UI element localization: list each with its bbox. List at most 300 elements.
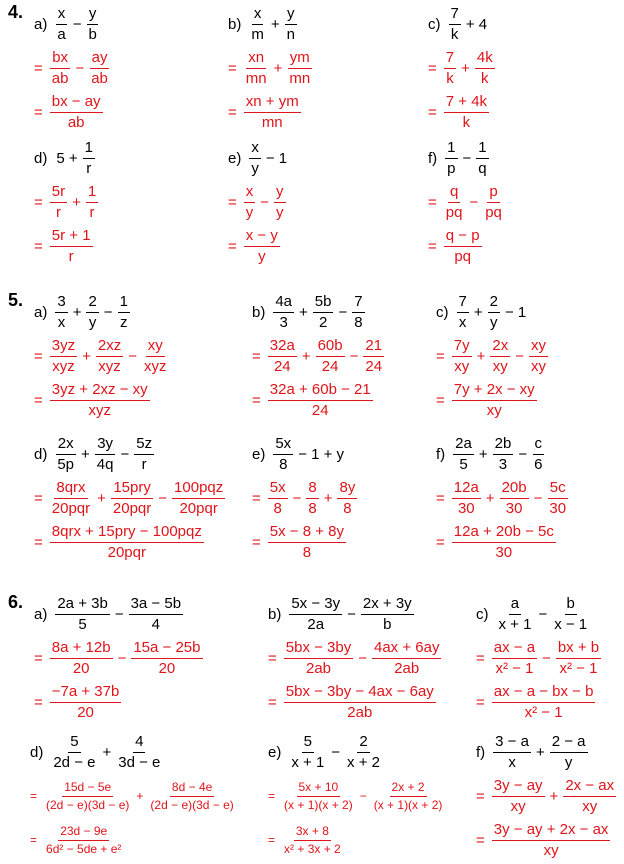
operator: + [270,15,280,33]
fraction [363,337,384,375]
numerator: 1 [118,293,130,313]
denominator: x [57,314,66,331]
numerator: 2 [488,293,500,313]
equals-sign: = [476,649,485,667]
numerator: xy [146,337,165,357]
numerator: 32a + 60b − 21 [268,381,373,401]
fraction [244,49,269,87]
denominator: x² − 1 [559,660,598,677]
fraction [452,523,556,561]
equals-sign: = [476,831,485,849]
numerator: 3 [55,293,67,313]
numerator: 32a [268,337,297,357]
numerator: 4k [475,49,495,69]
fraction [50,49,71,87]
fraction [285,5,297,43]
fraction [550,733,588,771]
question-row [428,2,497,46]
question-row [34,2,112,46]
denominator: b [88,26,97,43]
numerator: 5x [273,435,293,455]
denominator: 8 [343,500,352,517]
denominator: 8 [279,456,288,473]
fraction [55,5,67,43]
operator: + [81,445,90,463]
operator: − [331,743,341,761]
operator: + [473,303,483,321]
numerator: 4a [273,293,294,313]
part-label: c) [436,303,449,321]
numerator: 15d − 5e [62,780,113,797]
question-row [34,290,170,334]
fraction [457,293,469,331]
working-step [34,636,205,680]
fraction [444,227,482,265]
operator: − [103,303,113,321]
numerator: x [244,183,256,203]
numerator: 4ax + 6ay [372,639,441,659]
equals-sign: = [268,833,276,847]
numerator: 2x + 3y [361,595,414,615]
denominator: y [564,754,573,771]
part-label: e) [252,445,266,463]
operator: − [72,15,82,33]
denominator: q [478,160,487,177]
equals-sign: = [436,489,445,507]
denominator: (x + 1)(x + 2) [373,798,443,812]
fraction [556,639,601,677]
denominator: 2 [318,314,328,331]
fraction [273,435,293,473]
denominator: a [57,26,66,43]
denominator: 8 [354,314,363,331]
operator: + [299,303,308,321]
denominator: x + 1 [291,754,325,771]
question-row [436,432,570,476]
numerator: q [448,183,460,203]
denominator: mn [261,114,283,131]
fraction [500,479,529,517]
q5-part-c [436,290,550,422]
working-step [436,476,570,520]
numerator: 100pqz [172,479,225,499]
equals-sign: = [268,649,277,667]
denominator: 30 [549,500,567,517]
fraction [532,435,544,473]
numerator: 3a − 5b [129,595,183,615]
working-step [228,90,314,134]
denominator: 2ab [394,660,420,677]
numerator: 3x + 8 [294,824,331,841]
equals-sign: = [34,489,43,507]
equals-sign: = [436,347,445,365]
operator: − [117,649,127,667]
numerator: 2b [493,435,514,455]
denominator: ab [67,114,85,131]
denominator: 24 [273,358,291,375]
numerator: 5 [302,733,314,753]
fraction [453,435,474,473]
q5-part-e [252,432,359,564]
denominator: y [276,204,284,221]
operator: − 1 + y [298,445,345,463]
fraction [444,93,489,131]
denominator: 30 [495,544,513,561]
working-step [268,680,443,724]
fraction [274,183,286,221]
question-row [268,592,443,636]
denominator: xy [582,798,598,815]
question-6-number: 6. [8,592,24,612]
q4-part-e [228,136,290,268]
denominator: xy [510,798,526,815]
operator: 5 + [56,149,78,167]
part-label: a) [34,303,48,321]
operator: − [75,59,85,77]
numerator: a [509,595,521,615]
question-row [34,136,100,180]
numerator: −7a + 37b [50,683,122,703]
equals-sign: = [34,59,43,77]
numerator: 5x − 3y [289,595,342,615]
working-step [436,378,550,422]
working-step [252,476,359,520]
operator: + [485,489,495,507]
equals-sign: = [228,103,237,121]
fraction [50,227,93,265]
numerator: 8qrx [54,479,87,499]
fraction [282,780,355,812]
question-row [476,592,603,636]
part-label: f) [476,743,486,761]
numerator: 2xz [96,337,123,357]
denominator: p [447,160,456,177]
q4-part-a [34,2,112,134]
q5-part-d [34,432,227,564]
fraction [563,777,616,815]
numerator: 5bx − 3by − 4ax − 6ay [284,683,436,703]
fraction [452,479,481,517]
working-step [34,520,227,564]
fraction [86,183,98,221]
denominator: xy [486,402,502,419]
equals-sign: = [228,193,237,211]
numerator: 8a + 12b [50,639,113,659]
fraction [134,435,154,473]
question-row [228,136,290,180]
denominator: 3 [498,456,508,473]
equals-sign: = [34,533,43,551]
numerator: 4 [133,733,145,753]
operator: − [359,789,367,803]
operator: + [273,59,283,77]
equals-sign: = [428,193,437,211]
numerator: xy [529,337,548,357]
numerator: 3y − ay + 2x − ax [492,821,611,841]
working-step [30,774,238,818]
operator: + [82,347,91,365]
fraction [51,733,97,771]
fraction [475,49,495,87]
denominator: 30 [505,500,523,517]
denominator: r [89,204,95,221]
fraction [50,183,67,221]
numerator: 8 [306,479,318,499]
numerator: bx [50,49,70,69]
equals-sign: = [252,489,261,507]
operator: − [347,605,356,623]
part-label: c) [428,15,441,33]
equals-sign: = [436,533,445,551]
equals-sign: = [428,237,437,255]
equals-sign: = [34,347,43,365]
operator: − 1 [504,303,527,321]
equals-sign: = [268,789,276,803]
denominator: k [462,114,471,131]
numerator: xn + ym [244,93,301,113]
numerator: 12a + 20b − 5c [452,523,556,543]
fraction [50,381,150,419]
equals-sign: = [252,391,261,409]
fraction [55,293,67,331]
denominator: r [55,204,61,221]
fraction [86,293,98,331]
denominator: xy [492,358,508,375]
part-label: b) [268,605,282,623]
numerator: xn [246,49,266,69]
numerator: x [252,5,264,25]
working-step [268,818,446,862]
operator: + [476,347,486,365]
equals-sign: = [268,693,277,711]
operator: + [323,489,333,507]
numerator: 5b [313,293,334,313]
fraction [50,337,77,375]
numerator: 7 [457,293,469,313]
question-row [30,730,238,774]
denominator: b [383,616,392,633]
equals-sign: = [34,649,43,667]
denominator: z [119,314,128,331]
fraction [289,733,326,771]
denominator: (2d − e)(3d − e) [150,798,234,812]
working-step [268,774,446,818]
denominator: 2ab [347,704,373,721]
fraction [44,824,123,856]
working-step [252,520,359,564]
denominator: 20 [72,660,90,677]
fraction [372,639,441,677]
operator: − [292,489,302,507]
denominator: xy [454,358,470,375]
working-step [228,46,314,90]
equals-sign: = [228,59,237,77]
q5-part-b [252,290,386,422]
operator: − [260,193,270,211]
fraction [552,595,589,633]
numerator: x − y [244,227,280,247]
working-step [476,774,618,818]
denominator: r [68,248,74,265]
numerator: p [487,183,499,203]
operator: − [349,347,359,365]
fraction [488,293,500,331]
fraction [337,479,357,517]
numerator: ax − a − bx − b [492,683,596,703]
operator: + [478,445,488,463]
denominator: mn [245,70,267,87]
numerator: 23d − 9e [58,824,109,841]
q5-part-f [436,432,570,564]
denominator: r [141,456,147,473]
denominator: x² + 3x + 2 [284,842,341,856]
denominator: 2d − e [53,754,96,771]
fraction [547,479,568,517]
numerator: 5x − 8 + 8y [268,523,346,543]
fraction [492,683,596,721]
numerator: 2 [86,293,98,313]
q4-part-b [228,2,314,134]
fraction [118,293,130,331]
denominator: k [450,26,459,43]
equals-sign: = [476,787,485,805]
working-step [428,180,506,224]
operator: − [158,489,168,507]
fraction [493,435,514,473]
denominator: y [490,314,498,331]
fraction [284,639,353,677]
numerator: 5 [68,733,80,753]
question-row [476,730,618,774]
fraction [483,183,504,221]
fraction [50,683,122,721]
equals-sign: = [34,237,43,255]
denominator: x − 1 [554,616,588,633]
operator: − [462,149,472,167]
denominator: y [258,248,266,265]
denominator: ab [51,70,69,87]
question-4-number: 4. [8,2,24,22]
working-step [476,680,603,724]
denominator: 30 [457,500,475,517]
denominator: 24 [365,358,383,375]
numerator: 3yz + 2xz − xy [50,381,150,401]
numerator: ay [90,49,110,69]
fraction [444,49,456,87]
numerator: b [565,595,577,615]
denominator: x + 1 [498,616,532,633]
operator: + [549,787,559,805]
operator: − [469,193,479,211]
fraction [50,93,103,131]
denominator: y [251,160,259,177]
numerator: bx + b [556,639,601,659]
numerator: 2 [357,733,369,753]
denominator: k [446,70,454,87]
fraction [142,337,169,375]
operator: + [136,789,144,803]
q6-part-f [476,730,618,862]
numerator: 7 [352,293,364,313]
fraction [361,595,414,633]
operator: − [338,303,348,321]
question-row [436,290,550,334]
fraction [44,780,131,812]
numerator: 5x [268,479,288,499]
operator: + [72,193,81,211]
denominator: 8 [302,544,312,561]
fraction [244,93,301,131]
numerator: 2x [56,435,76,455]
fraction [268,337,297,375]
part-label: b) [228,15,242,33]
numerator: 5x + 10 [297,780,341,797]
fraction [352,293,364,331]
numerator: 15pry [111,479,153,499]
numerator: 8d − 4e [170,780,214,797]
fraction [282,824,343,856]
working-step [268,636,443,680]
denominator: 20pqr [107,544,146,561]
denominator: xyz [52,358,75,375]
fraction [268,479,288,517]
fraction [249,5,266,43]
fraction [172,479,225,517]
numerator: y [274,183,286,203]
numerator: 15a − 25b [131,639,202,659]
fraction [449,5,461,43]
working-step [34,378,170,422]
denominator: 4 [151,616,160,633]
operator: − [358,649,367,667]
denominator: m [251,26,264,43]
working-step [428,90,497,134]
equals-sign: = [436,391,445,409]
denominator: xy [543,842,559,859]
denominator: 24 [311,402,329,419]
numerator: 1 [445,139,457,159]
numerator: 8y [337,479,357,499]
numerator: 2a + 3b [55,595,109,615]
operator: − [120,445,130,463]
denominator: xyz [88,402,111,419]
operator: − [128,347,137,365]
denominator: 6d² − 5de + e² [46,842,122,856]
denominator: 6 [534,456,543,473]
fraction [492,821,611,859]
q6-part-a [34,592,205,724]
fraction [55,435,76,473]
fraction [129,595,183,633]
question-row [252,432,359,476]
denominator: x² − 1 [524,704,563,721]
numerator: 12a [452,479,481,499]
fraction [111,479,153,517]
denominator: x [458,314,467,331]
operator: − [518,445,528,463]
operator: + 4 [465,15,488,33]
question-row [34,592,205,636]
working-step [34,680,205,724]
numerator: 21 [363,337,384,357]
working-step [428,224,506,268]
operator: − [533,489,543,507]
denominator: n [286,26,295,43]
question-row [228,2,314,46]
part-label: d) [34,445,48,463]
numerator: 1 [476,139,488,159]
numerator: 5r [50,183,67,203]
